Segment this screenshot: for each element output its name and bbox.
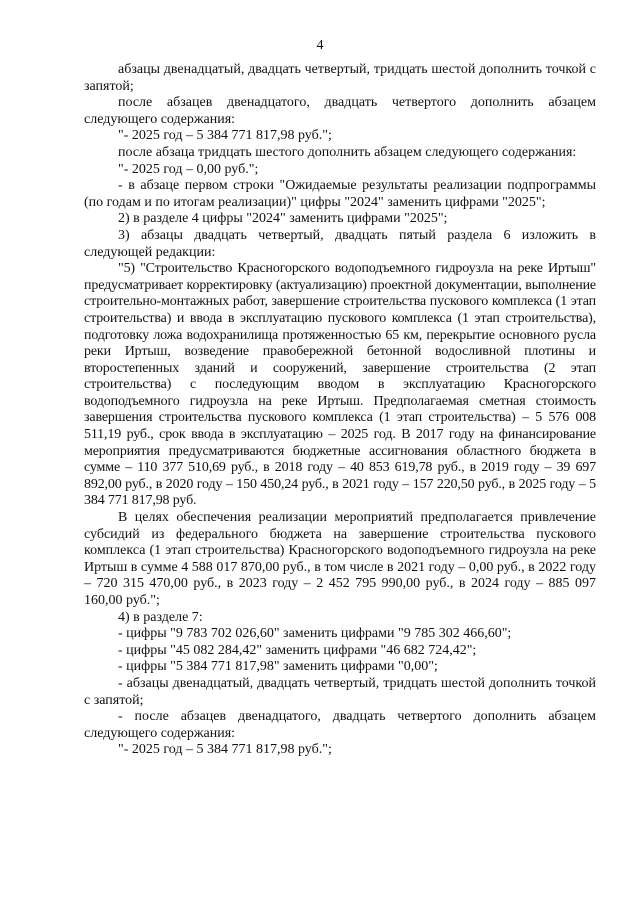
paragraph-8: 3) абзацы двадцать четвертый, двадцать пятый раздела 6 изложить в следующей редакции: [84,227,596,260]
paragraph-9: "5) "Строительство Красногорского водоподъемного гидроузла на реке Иртыш" предусматривает корректировку (актуализацию) проектной документации, выполнение строительно-монтажных работ, завершение строительства пускового комплекса (1 этап строительства) и ввода в эксплуатацию пускового комплекса (1 этап строительства), подготовку ложа водохранилища протяженностью 65 км, перекрытие основного русла реки Иртыш, возведение правобережной бетонной водосливной плотины и второстепенных зданий и сооружений, завершение строительства (2 этап строительства) с последующим вводом в эксплуатацию Красногорского водоподъемного гидроузла на реке Иртыш. Предполагаемая сметная стоимость завершения строительства пускового комплекса (1 этап строительства) – 5 576 008 511,19 руб., срок ввода в эксплуатацию – 2025 год. В 2017 году на финансирование мероприятия предусматриваются бюджетные ассигнования областного бюджета в сумме – 110 377 510,69 руб., в 2018 году – 40 853 619,78 руб., в 2019 году – 39 697 892,00 руб., в 2020 году – 150 450,24 руб., в 2021 году – 157 220,50 руб., в 2025 году – 5 384 771 817,98 руб. [84,261,596,509]
paragraph-2: после абзацев двенадцатого, двадцать четвертого дополнить абзацем следующего содержания: [84,95,596,127]
paragraph-17: "- 2025 год – 5 384 771 817,98 руб."; [118,742,332,758]
page-number: 4 [316,38,324,53]
paragraph-6: - в абзаце первом строки "Ожидаемые результаты реализации подпрограммы (по годам и по итогам реализации)" цифры "2024" заменить цифрами "2025"; [84,178,596,210]
paragraph-7: 2) в разделе 4 цифры "2024" заменить цифрами "2025"; [118,211,448,227]
paragraph-15: - абзацы двенадцатый, двадцать четвертый, тридцать шестой дополнить точкой с запятой; [84,675,596,708]
paragraph-16: - после абзацев двенадцатого, двадцать четвертого дополнить абзацем следующего содержания: [84,709,596,741]
paragraph-3: "- 2025 год – 5 384 771 817,98 руб."; [118,128,332,144]
document-body [84,62,596,759]
paragraph-5: "- 2025 год – 0,00 руб."; [118,161,259,177]
paragraph-10: В целях обеспечения реализации мероприятий предполагается привлечение субсидий из федерального бюджета на завершение строительства пускового комплекса (1 этап строительства) Красногорского водоподъемного гидроузла на реке Иртыш в сумме 4 588 017 870,00 руб., в том числе в 2021 году – 0,00 руб., в 2022 году – 720 315 470,00 руб., в 2023 году – 2 452 795 990,00 руб., в 2024 году – 885 097 160,00 руб."; [84,510,596,608]
paragraph-4: после абзаца тридцать шестого дополнить абзацем следующего содержания: [118,144,577,160]
paragraph-1: абзацы двенадцатый, двадцать четвертый, тридцать шестой дополнить точкой с запятой; [84,62,596,94]
paragraph-13: - цифры "45 082 284,42" заменить цифрами "46 682 724,42"; [118,642,477,658]
paragraph-12: - цифры "9 783 702 026,60" заменить цифрами "9 785 302 466,60"; [118,626,512,642]
paragraph-11: 4) в разделе 7: [118,609,203,625]
paragraph-14: - цифры "5 384 771 817,98" заменить цифрами "0,00"; [118,659,438,675]
